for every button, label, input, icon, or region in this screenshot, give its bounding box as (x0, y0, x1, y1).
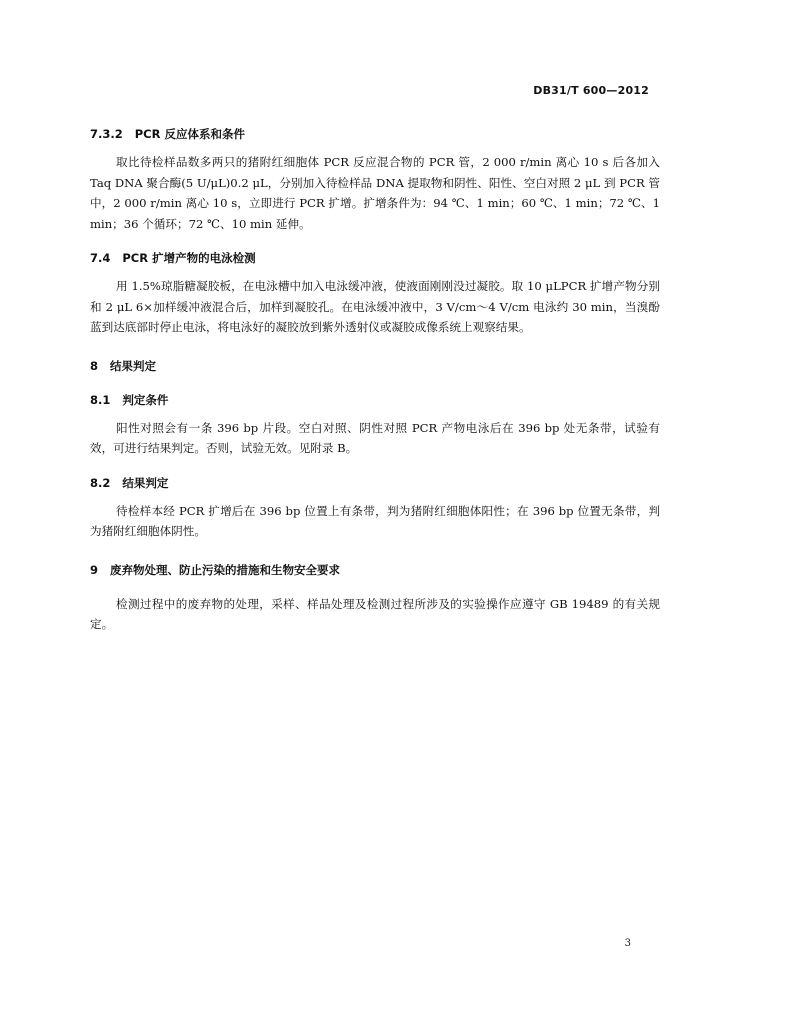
section-heading-8-1 (90, 390, 660, 410)
page-number: 3 (624, 938, 631, 949)
section-title: PCR 扩增产物的电泳检测 (122, 251, 256, 265)
section-number: 7.4 (90, 251, 111, 265)
section-heading-7-3-2 (90, 124, 660, 144)
section-heading-8 (90, 356, 660, 376)
section-heading-9 (90, 560, 660, 580)
document-code: DB31/T 600—2012 (533, 84, 649, 97)
section-paragraph-8-1: 阳性对照会有一条 396 bp 片段。空白对照、阴性对照 PCR 产物电泳后在 396 bp 处无条带，试验有效，可进行结果判定。否则，试验无效。见附录 B。 (90, 420, 660, 455)
section-number: 9 (90, 562, 99, 577)
document-body (90, 124, 660, 635)
section-heading-8-2 (90, 473, 660, 493)
section-number: 8 (90, 358, 99, 373)
section-heading-7-4 (90, 248, 660, 268)
section-title: 废弃物处理、防止污染的措施和生物安全要求 (110, 562, 341, 577)
section-title: 结果判定 (122, 475, 169, 490)
section-title: 判定条件 (122, 392, 169, 407)
section-paragraph-9: 检测过程中的废弃物的处理，采样、样品处理及检测过程所涉及的实验操作应遵守 GB 19489 的有关规定。 (90, 596, 660, 631)
section-number: 8.2 (90, 475, 111, 490)
section-paragraph-7-3-2: 取比待检样品数多两只的猪附红细胞体 PCR 反应混合物的 PCR 管，2 000 r/min 离心 10 s 后各加入 Taq DNA 聚合酶(5 U/μL)0.2 μL，分别加入待检样品 DNA 提取物和阴性、阳性、空白对照 2 μL 到 PCR 管中，2 000 r/min 离心 10 s，立即进行 PCR 扩增。扩增条件为：94 ℃、1 min；60 ℃、1 min；72 ℃、1 min；36 个循环；72 ℃、10 min 延伸。 (90, 155, 660, 231)
section-number: 8.1 (90, 392, 111, 407)
section-paragraph-8-2: 待检样本经 PCR 扩增后在 396 bp 位置上有条带，判为猪附红细胞体阳性；在 396 bp 位置无条带，判为猪附红细胞体阴性。 (90, 503, 660, 538)
section-number: 7.3.2 (90, 127, 123, 141)
section-paragraph-7-4: 用 1.5%琼脂糖凝胶板，在电泳槽中加入电泳缓冲液，使液面刚刚没过凝胶。取 10 μLPCR 扩增产物分别和 2 μL 6×加样缓冲液混合后，加样到凝胶孔。在电泳缓冲液中，3 V/cm～4 V/cm 电泳约 30 min，当溴酚蓝到达底部时停止电泳，将电泳好的凝胶放到紫外透射仪或凝胶成像系统上观察结果。 (90, 279, 660, 334)
section-title: 结果判定 (110, 358, 157, 373)
section-title: PCR 反应体系和条件 (134, 127, 245, 141)
